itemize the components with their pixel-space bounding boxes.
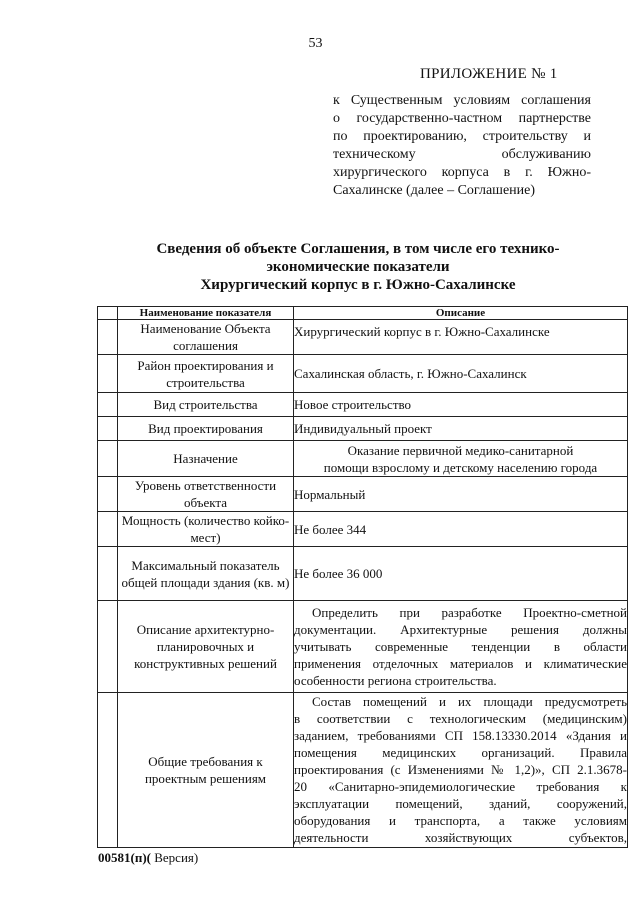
table-row <box>98 417 628 441</box>
heading-line: Хирургический корпус в г. Южно-Сахалинске <box>200 277 516 293</box>
description-line: Нормальный <box>294 486 366 502</box>
appendix-subtitle-line: Сахалинске (далее – Соглашение) <box>333 183 536 198</box>
row-index-cell <box>98 355 118 393</box>
indicator-description <box>294 601 628 693</box>
appendix-subtitle <box>333 92 591 200</box>
table-index-header <box>98 307 118 320</box>
indicator-name: Мощность (количество койко-мест) <box>118 512 294 547</box>
indicator-name: Описание архитектурно-планировочных и конструктивных решений <box>118 601 294 693</box>
appendix-subtitle-line: техническому обслуживанию <box>333 147 591 162</box>
footer-document-code <box>98 850 198 866</box>
description-line: Определить при разработке Проектно-сметной <box>312 605 627 620</box>
table-row <box>98 693 628 848</box>
row-index-cell <box>98 547 118 601</box>
row-index-cell <box>98 601 118 693</box>
indicator-description <box>294 355 628 393</box>
appendix-subtitle-line: о государственно-частном партнерстве <box>333 111 591 126</box>
indicator-description <box>294 547 628 601</box>
indicator-name: Общие требования к проектным решениям <box>118 693 294 848</box>
row-index-cell <box>98 477 118 512</box>
table-row <box>98 355 628 393</box>
indicator-name: Назначение <box>118 441 294 477</box>
description-line: учитывать современные тенденции в области <box>294 639 627 654</box>
row-index-cell <box>98 320 118 355</box>
table-row <box>98 393 628 417</box>
indicator-description <box>294 512 628 547</box>
version-label: Версия) <box>150 850 199 865</box>
heading-line: Сведения об объекте Соглашения, в том числе его технико- <box>156 241 560 257</box>
description-line: документации. Архитектурные решения должны <box>294 622 627 637</box>
page-number: 53 <box>308 36 323 51</box>
indicator-description <box>294 320 628 355</box>
row-index-cell <box>98 512 118 547</box>
indicator-name: Максимальный показатель общей площади здания (кв. м) <box>118 547 294 601</box>
description-line: помещения медицинских организаций. Правила <box>294 745 627 760</box>
description-line: особенности региона строительства. <box>294 673 497 688</box>
table-row <box>98 441 628 477</box>
appendix-subtitle-line: хирургического корпуса в г. Южно- <box>333 165 591 180</box>
table-row <box>98 547 628 601</box>
indicator-name: Район проектирования и строительства <box>118 355 294 393</box>
table-row <box>98 601 628 693</box>
description-line: оборудования и транспорта, а также условиям <box>294 813 627 828</box>
indicator-description <box>294 393 628 417</box>
description-line: Индивидуальный проект <box>294 421 432 436</box>
description-line: применения отделочных материалов и климатические <box>294 656 627 671</box>
description-line: Хирургический корпус в г. Южно-Сахалинске <box>294 324 550 339</box>
table-row <box>98 477 628 512</box>
table-row <box>98 320 628 355</box>
indicator-name: Вид строительства <box>118 393 294 417</box>
description-line: деятельности хозяйствующих субъектов, <box>294 830 627 845</box>
indicator-name: Наименование Объекта соглашения <box>118 320 294 355</box>
description-line: Новое строительство <box>294 397 412 412</box>
description-line: Не более 36 000 <box>294 566 383 581</box>
heading-line: экономические показатели <box>266 259 450 275</box>
column-header-description: Описание <box>294 307 628 320</box>
appendix-subtitle-line: к Существенным условиям соглашения <box>333 93 591 108</box>
row-index-cell <box>98 693 118 848</box>
table-header-row <box>98 307 628 320</box>
indicator-description <box>294 477 628 512</box>
description-line: Оказание первичной медико-санитарной <box>347 442 574 458</box>
row-index-cell <box>98 417 118 441</box>
table-row <box>98 512 628 547</box>
appendix-subtitle-line: по проектированию, строительству и <box>333 129 591 144</box>
row-index-cell <box>98 441 118 477</box>
row-index-cell <box>98 393 118 417</box>
indicator-name: Вид проектирования <box>118 417 294 441</box>
description-line: эксплуатации помещений, зданий, сооружений, <box>294 796 627 811</box>
description-line: проектирования (с Изменениями № 1,2)», СП 2.1.3678- <box>294 762 627 777</box>
indicator-description <box>294 417 628 441</box>
indicator-description <box>294 693 628 848</box>
description-line: в соответствии с технологическим (медицинским) <box>294 711 627 726</box>
description-line: Состав помещений и их площади предусмотреть <box>312 694 627 709</box>
document-code: 00581(п)( <box>98 850 151 865</box>
description-line: Не более 344 <box>294 521 367 537</box>
appendix-title: ПРИЛОЖЕНИЕ № 1 <box>420 66 558 82</box>
column-header-name: Наименование показателя <box>118 307 294 320</box>
description-line: помощи взрослому и детскому населению города <box>323 459 598 475</box>
indicator-description <box>294 441 628 477</box>
description-line: Сахалинская область, г. Южно-Сахалинск <box>294 366 527 381</box>
description-line: 20 «Санитарно-эпидемиологические требования к <box>294 779 627 794</box>
description-line: заданием, требованиями СП 158.13330.2014 «Здания и <box>294 728 627 743</box>
indicators-table <box>97 306 628 848</box>
document-heading <box>130 240 586 294</box>
indicator-name: Уровень ответственности объекта <box>118 477 294 512</box>
